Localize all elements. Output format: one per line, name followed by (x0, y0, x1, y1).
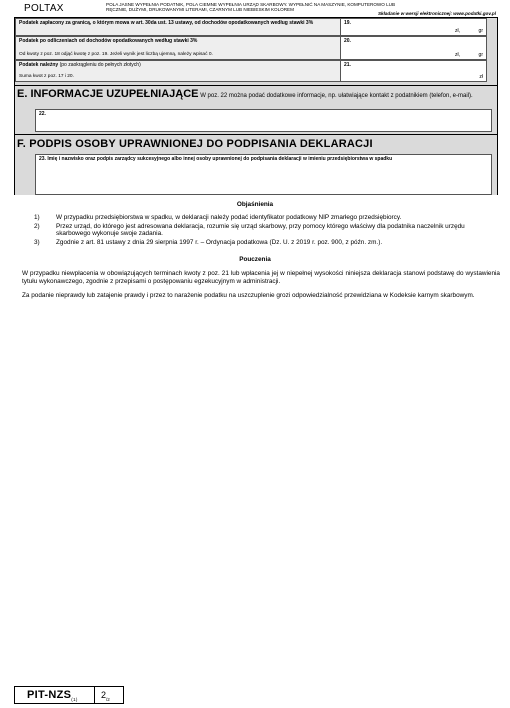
field-number: 20. (344, 38, 351, 44)
poltax-logo: POLTAX (24, 3, 64, 14)
section-e (15, 85, 497, 135)
row-label: Podatek zapłacony za granicą, o którym mowa w art. 30da ust. 13 ustawy, od dochodów opodatkowanych według stawki 3% (16, 19, 341, 35)
field-21[interactable]: 21. zł (341, 61, 486, 81)
row-poz-20 (15, 36, 487, 60)
electronic-submission-note: Składanie w wersji elektronicznej: www.podatki.gov.pl (377, 11, 496, 16)
list-item: 3) Zgodnie z art. 81 ustawy z dnia 29 sierpnia 1997 r. – Ordynacja podatkowa (Dz. U. z 2019 r. poz. 900, z późn. zm.). (34, 238, 383, 246)
field-23[interactable]: 23. Imię i nazwisko oraz podpis zarządcy sukcesyjnego albo innej osoby uprawnionej do podpisania deklaracji w imieniu przedsiębiorstwa w spadku (35, 154, 492, 195)
instruction-paragraph: Za podanie nieprawdy lub zatajenie prawdy i przez to narażenie podatku na uszczuplenie grozi odpowiedzialność przewidziana w Kodeksie karnym skarbowym. (22, 292, 475, 300)
section-e-title: E. INFORMACJE UZUPEŁNIAJĄCE (17, 88, 199, 100)
instruction-title: Pouczenia (239, 256, 271, 263)
field-19[interactable]: 19. zł, gr (341, 19, 486, 35)
explanations-list (34, 214, 496, 247)
row-label: Podatek należny (po zaokrągleniu do pełnych złotych) Suma kwot z poz. 17 i 20. (16, 61, 341, 81)
page-number: $2_{/2}$ (101, 690, 110, 702)
section-f-title: F. PODPIS OSOBY UPRAWNIONEJ DO PODPISANIA DEKLARACJI (17, 138, 373, 150)
instruction-paragraph: W przypadku niewpłacenia w obowiązujących terminach kwoty z poz. 21 lub wpłacenia jej w niepełnej wysokości niniejsza deklaracja stanowi podstawę do wystawienia tytułu wykonawczego, zgodnie z przepisami o postępowaniu egzekucyjnym w administracji. (22, 270, 500, 285)
explanations-title: Objaśnienia (236, 201, 274, 208)
field-number: 21. (344, 62, 351, 68)
row-poz-19 (15, 18, 487, 36)
row-label: Podatek po odliczeniach od dochodów opodatkowanych według stawki 3% Od kwoty z poz. 18 odjąć kwotę z poz. 19. Jeżeli wynik jest liczbą ujemną, należy wpisać 0. (16, 37, 341, 59)
field-20[interactable]: 20. zł, gr (341, 37, 486, 59)
fill-instructions: POLA JASNE WYPEŁNIA PODATNIK, POLA CIEMNE WYPEŁNIA URZĄD SKARBOWY. WYPEŁNIĆ NA MASZYNIE, KOMPUTEROWO LUB RĘCZNIE, DUŻYMI, DRUKOWANYMI LITERAMI, CZARNYM LUB NIEBIESKIM KOLOREM (106, 2, 396, 13)
instruction-text (22, 270, 500, 307)
list-item: 2) Przez urząd, do którego jest adresowana deklaracja, rozumie się urząd skarbowy, przy pomocy którego właściwy dla podatnika naczelnik urzędu skarbowego wykonuje swoje zadania. (34, 222, 465, 238)
form-footer (14, 686, 124, 704)
form-code: PIT-$NZS_{(1)}$ (15, 687, 95, 703)
page-header (14, 2, 498, 18)
field-22[interactable]: 22. (35, 109, 492, 132)
list-item: 1) W przypadku przedsiębiorstwa w spadku, w deklaracji należy podać identyfikator podatkowy NIP zmarłego przedsiębiorcy. (34, 214, 402, 221)
section-f (15, 134, 497, 195)
section-e-description: E. INFORMACJE UZUPEŁNIAJĄCE W poz. 22 można podać dodatkowe informacje, np. ułatwiające kontakt z podatnikiem (telefon, e-mail). (17, 88, 473, 100)
field-number: 19. (344, 20, 351, 26)
row-poz-21 (15, 60, 487, 82)
